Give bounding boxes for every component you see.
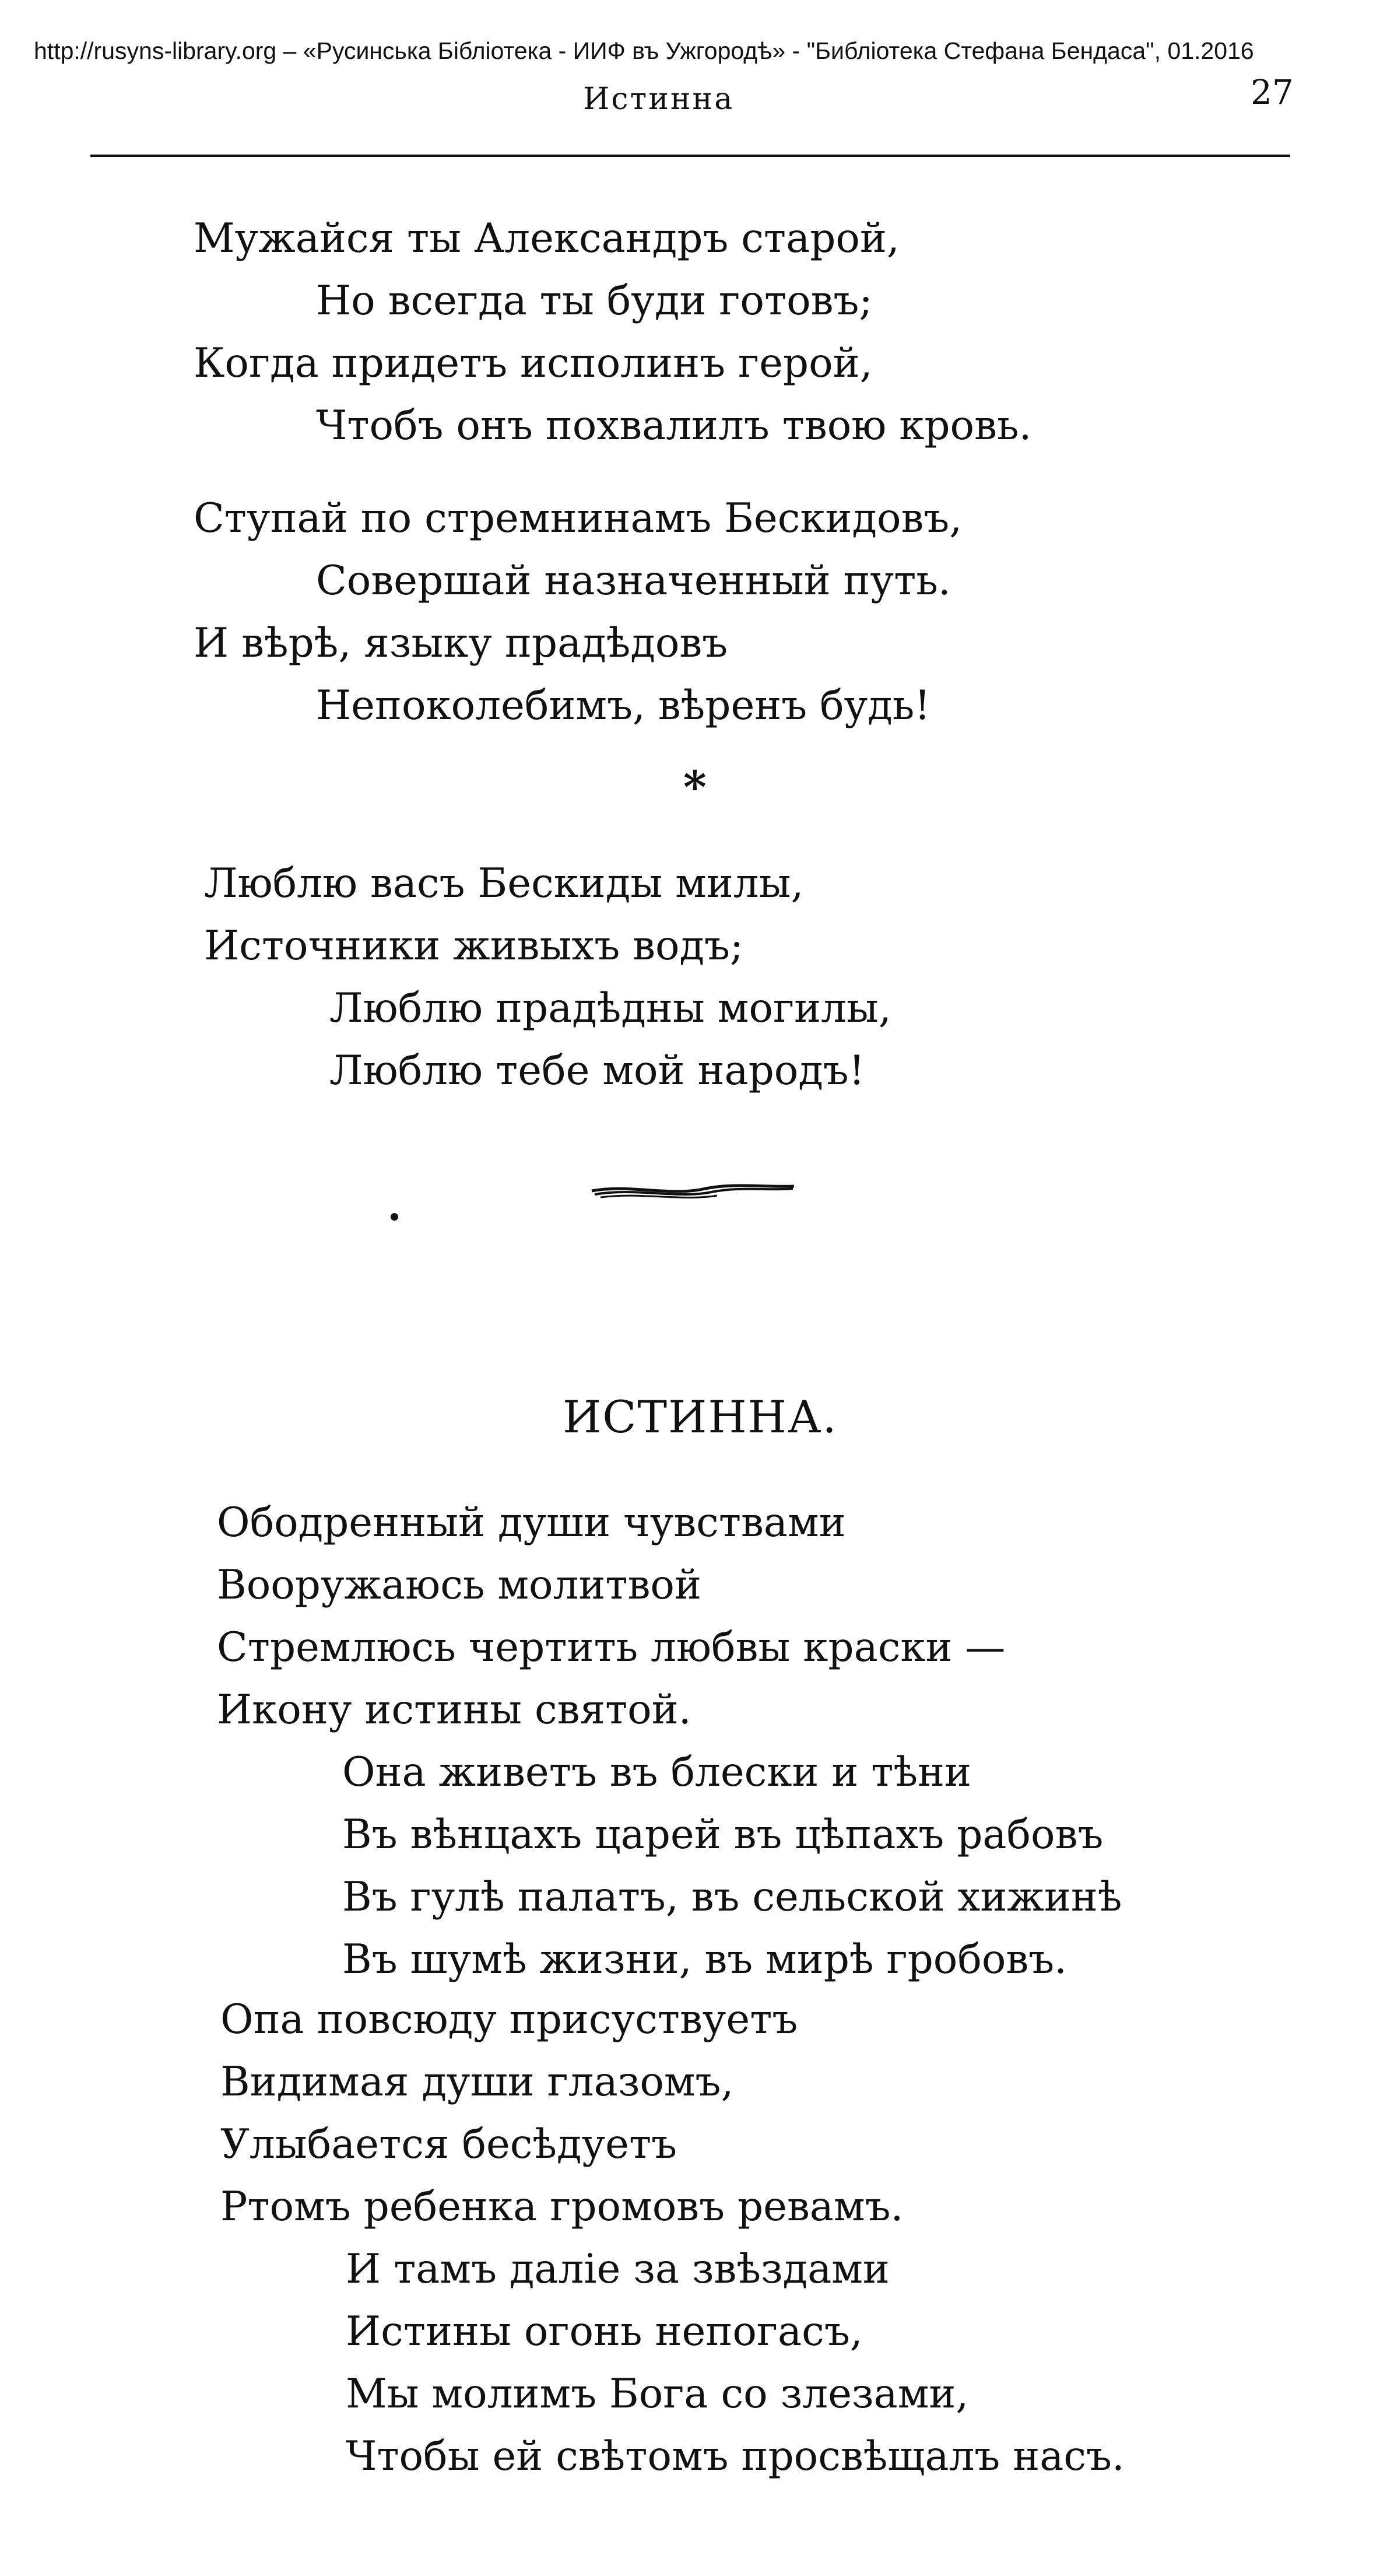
verse-line: Люблю прадѣдны могилы,: [329, 985, 891, 1032]
verse-line: Улыбается бесѣдуетъ: [220, 2121, 677, 2168]
source-attribution: http://rusyns-library.org – «Русинська Бібліотека - ИИФ въ Ужгородѣ» - "Библіотека Стефана Бендаса", 01.2016: [34, 37, 1254, 64]
running-head: Истинна: [583, 82, 735, 117]
verse-line: Вооружаюсь молитвой: [217, 1562, 701, 1608]
verse-line: Люблю тебе мой народъ!: [329, 1047, 865, 1094]
verse-line: Люблю васъ Бескиды милы,: [204, 860, 804, 907]
verse-line: Видимая души глазомъ,: [220, 2059, 734, 2105]
verse-line: Мужайся ты Александръ старой,: [194, 215, 900, 262]
verse-line: Она живетъ въ блески и тѣни: [342, 1749, 972, 1796]
stanza-2: [194, 488, 962, 737]
stanza-1: [194, 208, 1031, 457]
header-rule: [90, 155, 1290, 157]
verse-line: Мы молимъ Бога со злезами,: [346, 2371, 969, 2417]
verse-line: Непоколебимъ, вѣренъ будь!: [316, 682, 931, 729]
verse-line: Но всегда ты буди готовъ;: [316, 278, 873, 324]
verse-line: Ступай по стремнинамъ Бескидовъ,: [194, 495, 963, 542]
ink-speck: [391, 1213, 398, 1221]
verse-line: Совершай назначенный путь.: [316, 558, 951, 604]
verse-line: Опа повсюду присуствуетъ: [220, 1996, 798, 2043]
verse-line: Ртомъ ребенка громовъ ревамъ.: [220, 2184, 904, 2230]
verse-line: Чтобъ онъ похвалилъ твою кровь.: [316, 402, 1032, 449]
verse-line: Въ шумѣ жизни, въ мирѣ гробовъ.: [342, 1936, 1068, 1983]
page-number: 27: [1251, 72, 1294, 112]
verse-line: Когда придетъ исполинъ герой,: [194, 340, 873, 387]
poem-part-2: [220, 1989, 1125, 2488]
verse-line: Икону истины святой.: [217, 1687, 691, 1733]
verse-line: Чтобы ей свѣтомъ просвѣщалъ насъ.: [346, 2433, 1125, 2480]
verse-line: Источники живыхъ водъ;: [204, 923, 744, 969]
verse-line: Истины огонь непогасъ,: [346, 2308, 863, 2355]
verse-line: Ободренный души чувствами: [217, 1499, 846, 1546]
verse-line: Въ гулѣ палатъ, въ сельской хижинѣ: [342, 1874, 1122, 1920]
verse-line: Стремлюсь чертить любвы краски —: [217, 1624, 1006, 1671]
poem-part-1: [217, 1492, 1122, 1991]
section-separator: *: [683, 761, 707, 813]
ornamental-divider: [589, 1179, 799, 1203]
poem-title: ИСТИННА.: [563, 1391, 838, 1443]
verse-line: И вѣрѣ, языку прадѣдовъ: [194, 620, 728, 667]
stanza-3: [204, 853, 891, 1102]
verse-line: И тамъ даліе за звѣздами: [346, 2246, 890, 2293]
verse-line: Въ вѣнцахъ царей въ цѣпахъ рабовъ: [342, 1811, 1104, 1858]
